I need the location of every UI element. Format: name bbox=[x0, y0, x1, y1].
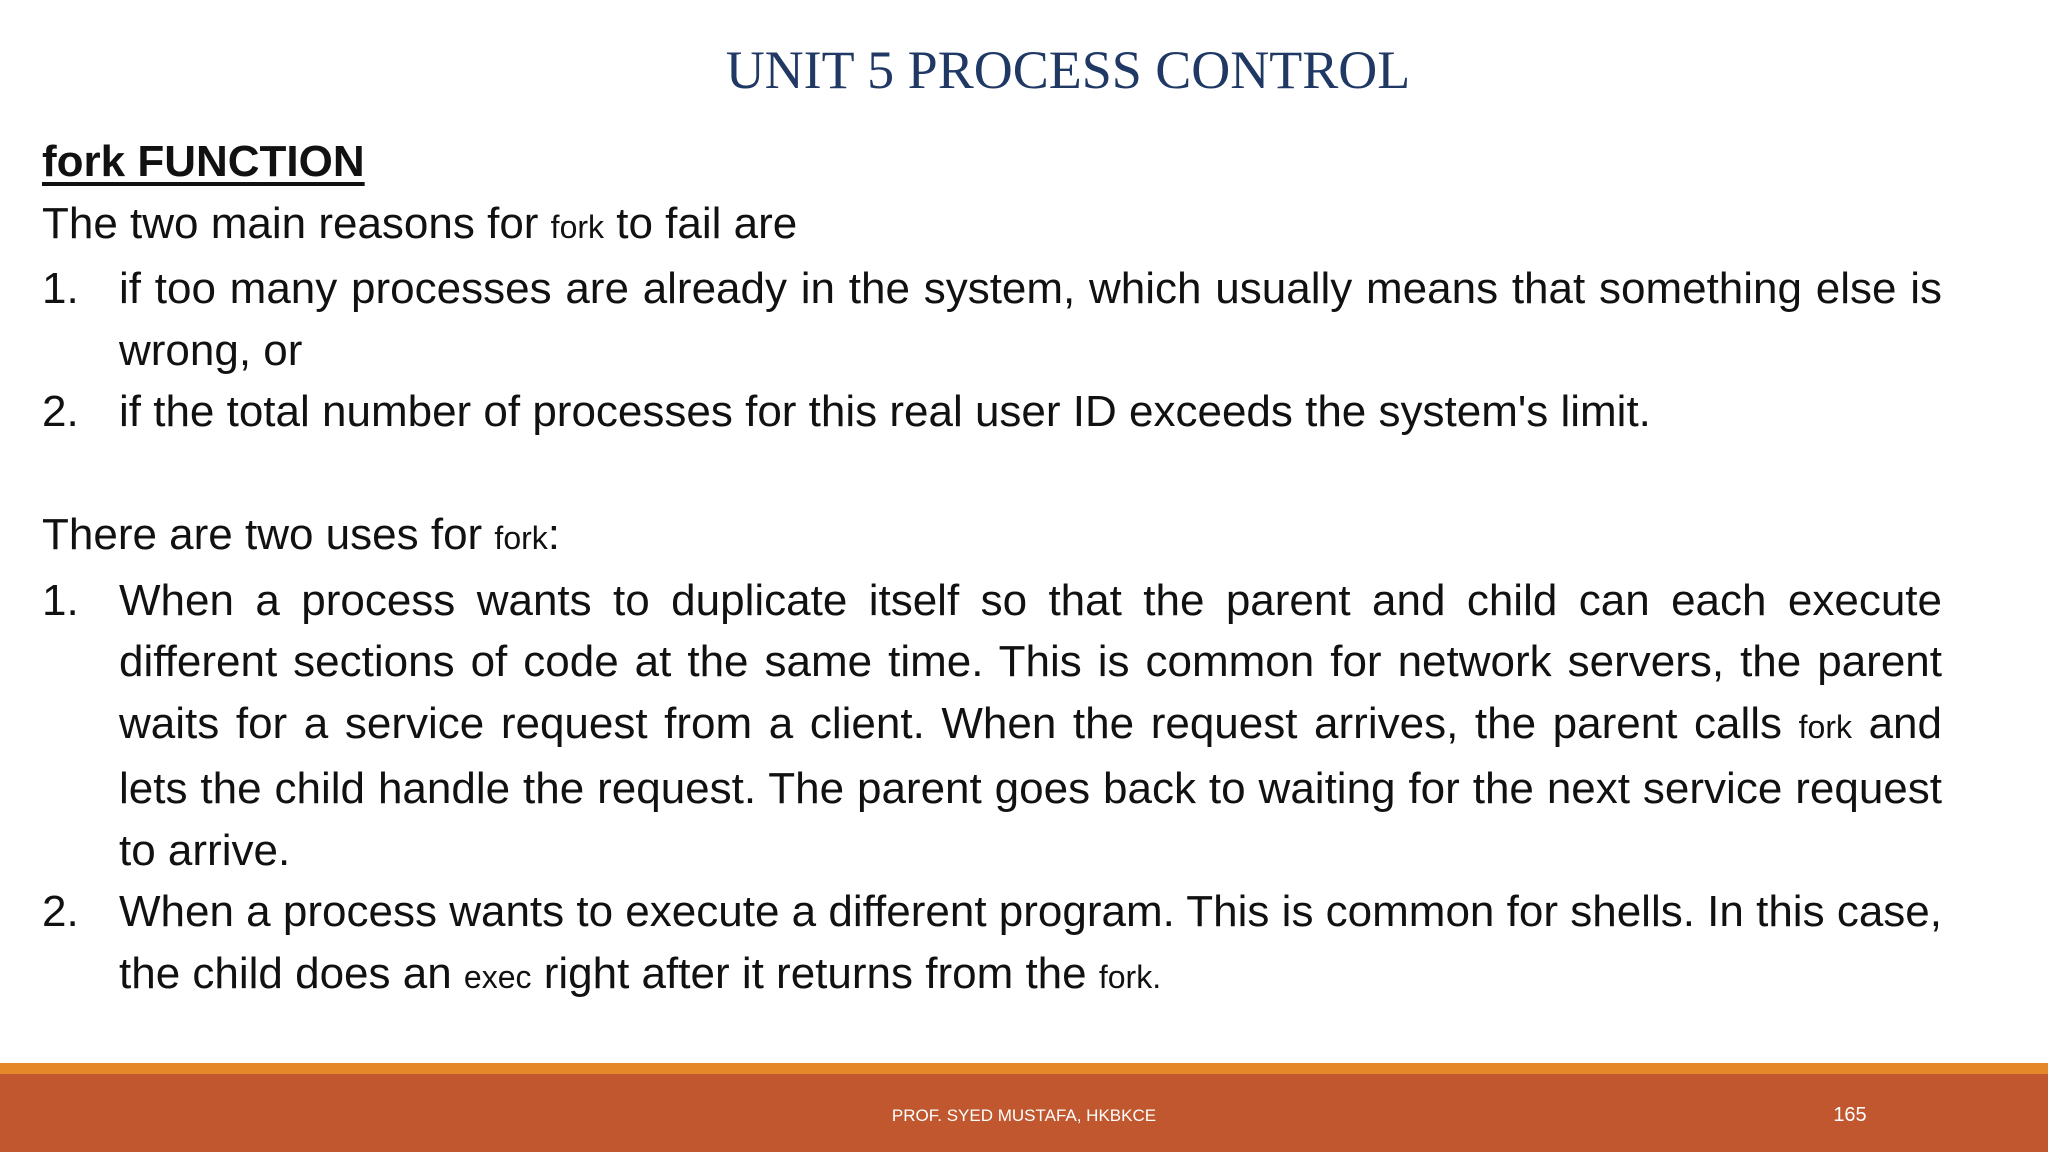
list-item bbox=[42, 570, 1942, 882]
page-number: 165 bbox=[1833, 1104, 1867, 1126]
uses-intro-text: There are two uses for bbox=[42, 510, 495, 559]
uses-list bbox=[42, 570, 1942, 1009]
fail-reasons-intro bbox=[42, 193, 1942, 259]
fork-code-term: fork bbox=[550, 208, 605, 245]
list-item-text: if too many processes are already in the system, which usually means that something else is wrong, or bbox=[119, 264, 1942, 375]
list-item-number: 2. bbox=[42, 887, 79, 936]
footer-author: PROF. SYED MUSTAFA, HKBKCE bbox=[891, 1106, 1157, 1125]
exec-code-term: exec bbox=[463, 958, 532, 995]
use-text-part: When a process wants to execute a different program. This is common for shells. In this case, the child does an bbox=[119, 887, 1942, 998]
slide-title: UNIT 5 PROCESS CONTROL bbox=[725, 40, 1411, 100]
fail-intro-text: The two main reasons for bbox=[42, 198, 551, 248]
fork-code-term: fork. bbox=[1098, 958, 1162, 995]
paragraph-spacer bbox=[42, 443, 1942, 505]
list-item-number: 1. bbox=[42, 264, 79, 313]
list-item bbox=[42, 381, 1942, 443]
footer-accent-stripe bbox=[0, 1063, 2048, 1074]
list-item-number: 2. bbox=[42, 387, 79, 436]
fork-code-term: fork bbox=[494, 520, 548, 556]
use-text-part: and lets the child handle the request. The parent goes back to waiting for the next service request to arrive. bbox=[119, 698, 1942, 875]
list-item-text: if the total number of processes for this real user ID exceeds the system's limit. bbox=[119, 387, 1651, 436]
use-text-part: When a process wants to duplicate itself so that the parent and child can each execute different sections of code at the same time. This is common for network servers, the parent waits for a service request from a client. When the request arrives, the parent calls bbox=[119, 575, 1942, 748]
fail-reasons-list bbox=[42, 258, 1942, 443]
list-item-number: 1. bbox=[42, 575, 79, 625]
list-item bbox=[42, 258, 1942, 381]
fail-intro-text-end: to fail are bbox=[604, 198, 798, 248]
fork-code-term: fork bbox=[1798, 708, 1852, 745]
list-item-text bbox=[119, 881, 1942, 1008]
section-heading: fork FUNCTION bbox=[42, 137, 365, 186]
list-item-text bbox=[119, 570, 1942, 882]
uses-intro-text-end: : bbox=[547, 510, 560, 559]
slide-content bbox=[42, 131, 1942, 1008]
uses-intro bbox=[42, 504, 1942, 570]
list-item bbox=[42, 881, 1942, 1008]
use-text-part: right after it returns from the bbox=[531, 948, 1099, 998]
